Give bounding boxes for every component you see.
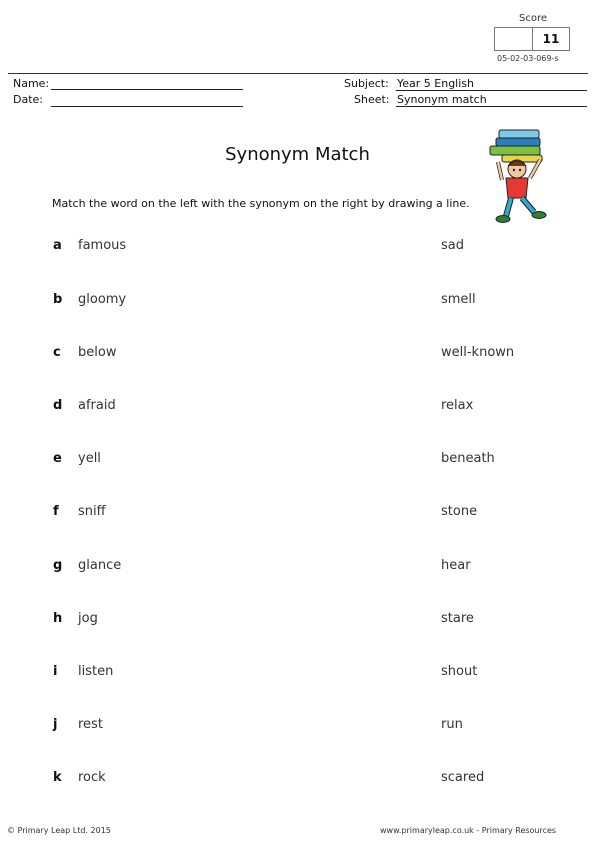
score-value: 11 — [542, 32, 560, 46]
instructions: Match the word on the left with the synonym on the right by drawing a line. — [52, 197, 470, 210]
score-box — [494, 27, 570, 51]
date-field[interactable] — [51, 106, 243, 107]
right-synonym[interactable]: stare — [441, 611, 474, 626]
right-synonym[interactable]: well-known — [441, 345, 515, 360]
left-word[interactable]: rest — [78, 717, 103, 732]
row-letter: e — [53, 451, 62, 466]
row-letter: c — [53, 345, 61, 360]
right-synonym[interactable]: shout — [441, 664, 478, 679]
subject-value: Year 5 English — [397, 77, 474, 90]
score-label: Score — [519, 13, 548, 24]
left-word[interactable]: listen — [78, 664, 114, 679]
row-letter: g — [53, 558, 63, 573]
left-word[interactable]: famous — [78, 238, 127, 253]
right-synonym[interactable]: beneath — [441, 451, 495, 466]
row-letter: h — [53, 611, 63, 626]
row-letter: f — [53, 504, 59, 519]
worksheet-code: 05-02-03-069-s — [497, 54, 559, 63]
footer-website: www.primaryleap.co.uk - Primary Resources — [380, 826, 557, 835]
left-word[interactable]: below — [78, 345, 117, 360]
left-word[interactable]: gloomy — [78, 292, 127, 307]
right-synonym[interactable]: scared — [441, 770, 485, 785]
left-word[interactable]: jog — [78, 611, 98, 626]
subject-label: Subject: — [344, 77, 389, 90]
left-word[interactable]: afraid — [78, 398, 116, 413]
left-word[interactable]: sniff — [78, 504, 106, 519]
footer-copyright: © Primary Leap Ltd. 2015 — [7, 826, 111, 835]
boy-with-books-illustration — [484, 122, 556, 230]
right-synonym[interactable]: smell — [441, 292, 476, 307]
name-field[interactable] — [51, 89, 243, 90]
right-synonym[interactable]: run — [441, 717, 463, 732]
sheet-label: Sheet: — [354, 93, 390, 106]
row-letter: a — [53, 238, 62, 253]
row-letter: d — [53, 398, 63, 413]
left-word[interactable]: rock — [78, 770, 106, 785]
left-word[interactable]: yell — [78, 451, 101, 466]
date-label: Date: — [13, 93, 43, 106]
left-word[interactable]: glance — [78, 558, 122, 573]
row-letter: j — [53, 717, 58, 732]
sheet-value: Synonym match — [397, 93, 487, 106]
header-rule — [8, 73, 588, 74]
row-letter: i — [53, 664, 58, 679]
sheet-line — [396, 106, 587, 107]
right-synonym[interactable]: sad — [441, 238, 464, 253]
page-title: Synonym Match — [225, 144, 370, 165]
right-synonym[interactable]: stone — [441, 504, 478, 519]
right-synonym[interactable]: hear — [441, 558, 471, 573]
row-letter: b — [53, 292, 63, 307]
row-letter: k — [53, 770, 62, 785]
name-label: Name: — [13, 77, 50, 90]
subject-line — [396, 90, 587, 91]
right-synonym[interactable]: relax — [441, 398, 474, 413]
